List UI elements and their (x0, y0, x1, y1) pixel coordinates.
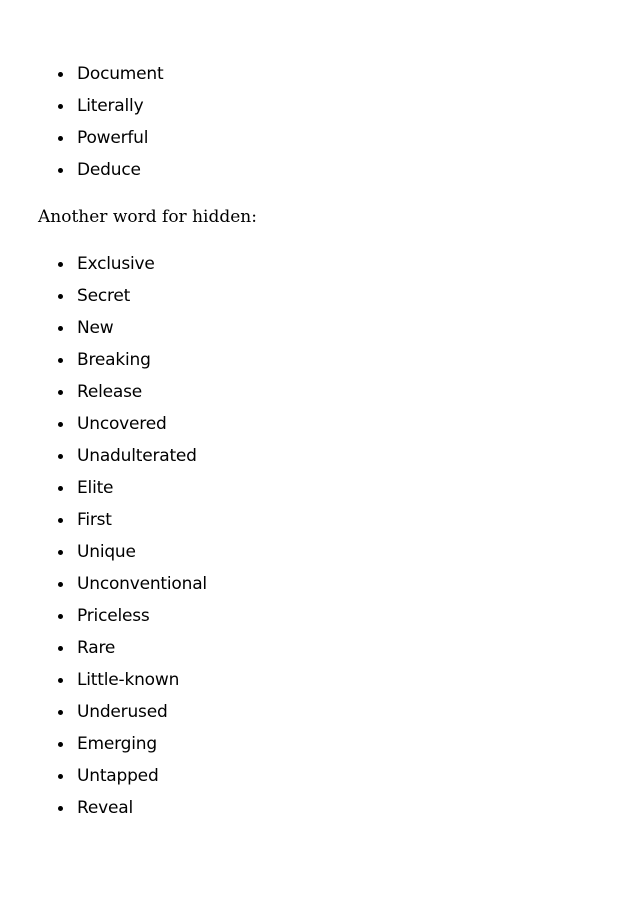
bullet-icon (58, 262, 63, 267)
list-item: Rare (0, 632, 638, 664)
list-item: Secret (0, 280, 638, 312)
bullet-icon (58, 710, 63, 715)
bullet-icon (58, 454, 63, 459)
list-item: Elite (0, 472, 638, 504)
list-item: First (0, 504, 638, 536)
list-item: Breaking (0, 344, 638, 376)
list-item: Uncovered (0, 408, 638, 440)
list-item: Document (0, 58, 638, 90)
list-item: Unadulterated (0, 440, 638, 472)
bullet-icon (58, 168, 63, 173)
word-list-top (0, 58, 638, 186)
word-list-hidden (0, 248, 638, 824)
bullet-icon (58, 518, 63, 523)
bullet-icon (58, 582, 63, 587)
list-item: Little-known (0, 664, 638, 696)
bullet-icon (58, 136, 63, 141)
bullet-icon (58, 742, 63, 747)
bullet-icon (58, 326, 63, 331)
list-item: Unique (0, 536, 638, 568)
bullet-icon (58, 104, 63, 109)
list-item: Release (0, 376, 638, 408)
bullet-icon (58, 614, 63, 619)
bullet-icon (58, 422, 63, 427)
list-item: Unconventional (0, 568, 638, 600)
list-item: New (0, 312, 638, 344)
list-item: Underused (0, 696, 638, 728)
list-item: Exclusive (0, 248, 638, 280)
section-heading: Another word for hidden: (38, 207, 257, 227)
bullet-icon (58, 358, 63, 363)
bullet-icon (58, 646, 63, 651)
list-item: Priceless (0, 600, 638, 632)
bullet-icon (58, 774, 63, 779)
list-item: Reveal (0, 792, 638, 824)
bullet-icon (58, 294, 63, 299)
bullet-icon (58, 550, 63, 555)
list-item: Untapped (0, 760, 638, 792)
list-item: Emerging (0, 728, 638, 760)
list-item: Deduce (0, 154, 638, 186)
bullet-icon (58, 486, 63, 491)
bullet-icon (58, 390, 63, 395)
list-item: Powerful (0, 122, 638, 154)
list-item: Literally (0, 90, 638, 122)
bullet-icon (58, 678, 63, 683)
bullet-icon (58, 806, 63, 811)
bullet-icon (58, 72, 63, 77)
